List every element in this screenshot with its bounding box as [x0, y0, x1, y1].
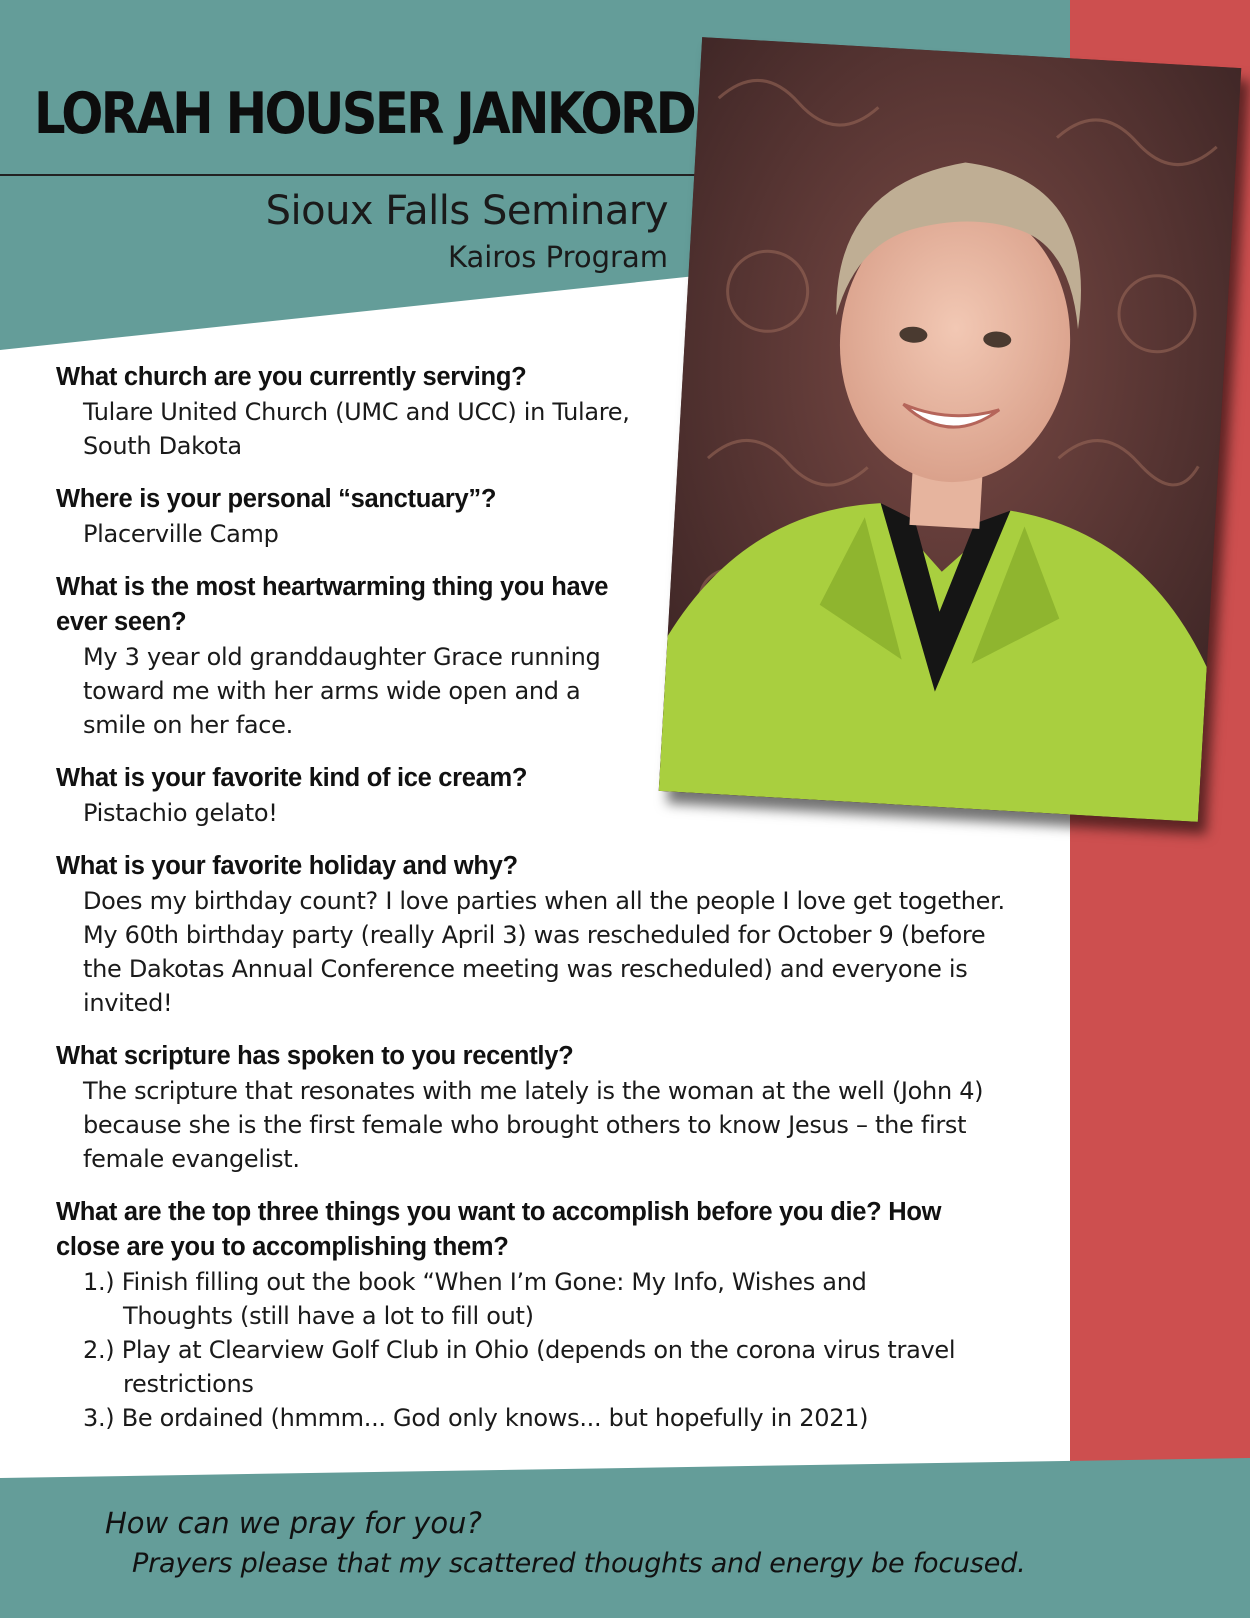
answer: The scripture that resonates with me lately is the woman at the well (John 4) because she is the first female who brought others to know Jesus – the first female evangelist. — [83, 1077, 984, 1173]
qa-item — [56, 1195, 1056, 1435]
question: What is the most heartwarming thing you have ever seen? — [56, 573, 609, 636]
prayer-answer: Prayers please that my scattered thoughts and energy be focused. — [132, 1548, 1026, 1579]
answer: My 3 year old granddaughter Grace running toward me with her arms wide open and a smile on her face. — [83, 643, 601, 739]
qa-item — [56, 761, 1056, 830]
qa-item — [56, 570, 1056, 742]
qa-list — [56, 360, 1056, 1454]
question: Where is your personal “sanctuary”? — [56, 485, 497, 513]
question: What is your favorite kind of ice cream? — [56, 764, 528, 792]
qa-item — [56, 360, 1056, 463]
prayer-question: How can we pray for you? — [105, 1506, 482, 1540]
qa-item — [56, 482, 1056, 551]
question: What church are you currently serving? — [56, 363, 527, 391]
program-name: Kairos Program — [447, 240, 668, 274]
list-item: 3.) Be ordained (hmmm... God only knows... but hopefully in 2021) — [83, 1404, 869, 1432]
qa-item — [56, 1039, 1056, 1176]
question: What scripture has spoken to you recently? — [56, 1042, 574, 1070]
title-underline — [0, 174, 720, 176]
answer: Placerville Camp — [83, 520, 279, 548]
school-name: Sioux Falls Seminary — [265, 188, 668, 234]
answer: Tulare United Church (UMC and UCC) in Tulare, South Dakota — [83, 398, 630, 460]
qa-item — [56, 849, 1056, 1020]
answer: Does my birthday count? I love parties when all the people I love get together. My 60th birthday party (really April 3) was rescheduled for October 9 (before the Dakotas Annual Conference meeting was rescheduled) and everyone is invited! — [83, 887, 1005, 1017]
page-title: LORAH HOUSER JANKORD — [34, 81, 695, 147]
list-item: 2.) Play at Clearview Golf Club in Ohio (depends on the corona virus travel restrictions — [83, 1336, 956, 1398]
answer: Pistachio gelato! — [83, 799, 278, 827]
list-item: 1.) Finish filling out the book “When I’m Gone: My Info, Wishes and Thoughts (still have a lot to fill out) — [83, 1268, 867, 1330]
question: What is your favorite holiday and why? — [56, 852, 518, 880]
question: What are the top three things you want to accomplish before you die? How close are you to accomplishing them? — [56, 1198, 942, 1261]
